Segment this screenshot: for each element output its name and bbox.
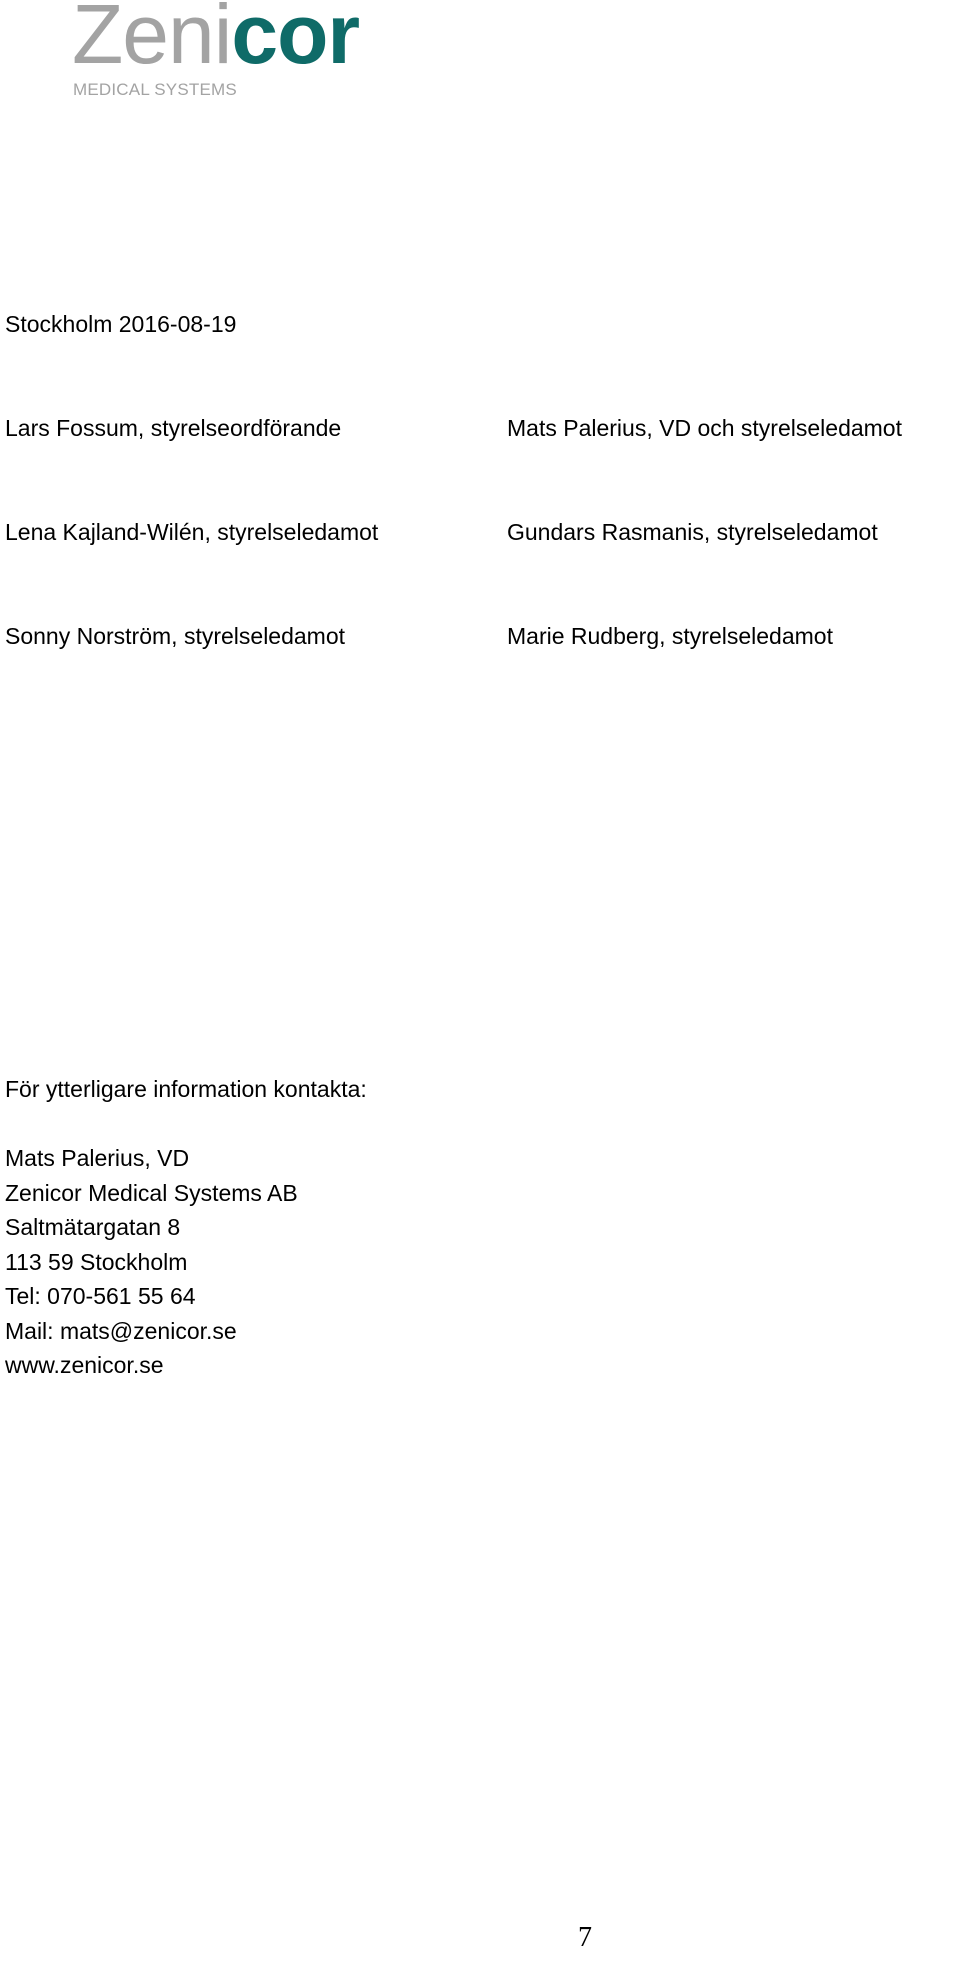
signatory: Mats Palerius, VD och styrelseledamot <box>507 415 902 441</box>
date-line: Stockholm 2016-08-19 <box>5 311 237 337</box>
logo-wordmark <box>72 0 360 81</box>
contact-city: 113 59 Stockholm <box>5 1248 188 1275</box>
signatory: Lars Fossum, styrelseordförande <box>5 415 342 441</box>
signatory: Marie Rudberg, styrelseledamot <box>507 623 833 649</box>
logo-text-cor: cor <box>231 0 360 81</box>
signatory: Sonny Norström, styrelseledamot <box>5 623 346 649</box>
signatory: Lena Kajland-Wilén, styrelseledamot <box>5 519 379 545</box>
contact-heading: För ytterligare information kontakta: <box>5 1076 367 1102</box>
contact-name: Mats Palerius, VD <box>5 1145 190 1171</box>
contact-company: Zenicor Medical Systems AB <box>5 1179 298 1206</box>
logo-tagline: MEDICAL SYSTEMS <box>73 80 237 99</box>
contact-website: www.zenicor.se <box>5 1352 164 1378</box>
contact-street: Saltmätargatan 8 <box>5 1214 181 1240</box>
signatory: Gundars Rasmanis, styrelseledamot <box>507 519 878 545</box>
contact-email: Mail: mats@zenicor.se <box>5 1317 237 1344</box>
page-number: 7 <box>578 1922 592 1953</box>
zenicor-logo <box>72 0 412 110</box>
contact-block <box>5 1072 367 1383</box>
logo-text-zeni: Zeni <box>72 0 232 81</box>
contact-phone: Tel: 070-561 55 64 <box>5 1283 196 1309</box>
